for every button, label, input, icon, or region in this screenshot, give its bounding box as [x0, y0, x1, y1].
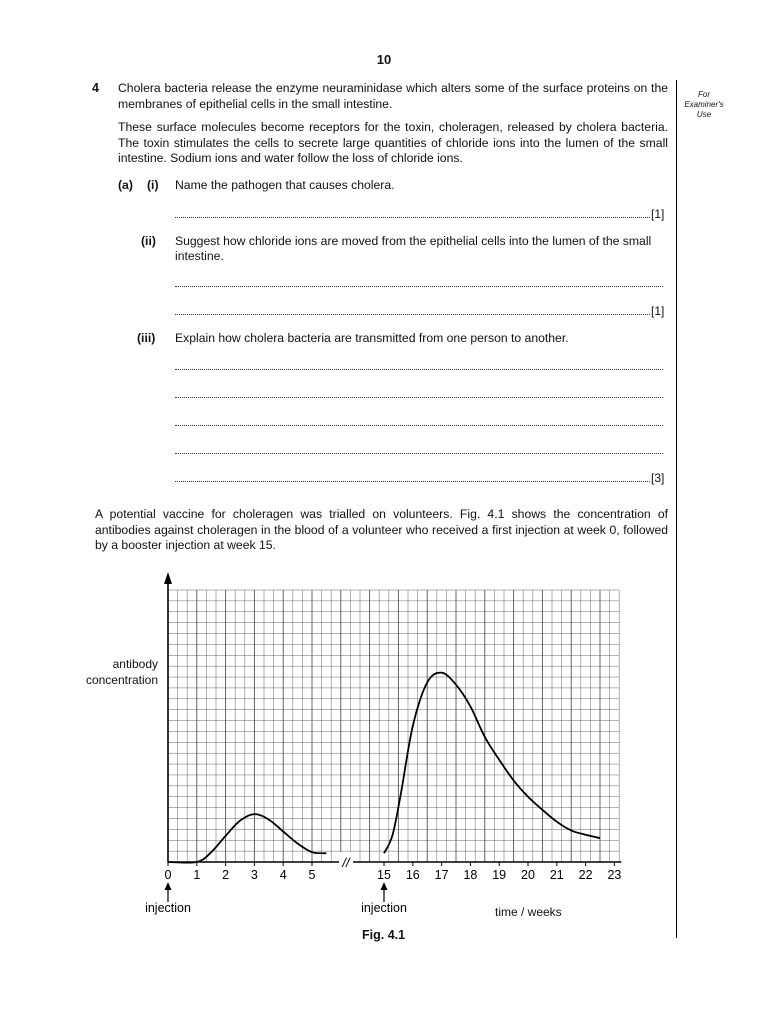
x-tick-label: 16: [405, 868, 420, 882]
answer-line-a-iii-4[interactable]: [175, 453, 663, 454]
chart-curve: [168, 673, 600, 863]
examiner-margin-line-top: [676, 80, 677, 495]
x-tick-label: 17: [434, 868, 449, 882]
answer-line-a-iii-5[interactable]: [175, 481, 650, 482]
y-axis-arrowhead: [164, 572, 172, 584]
chart-grid: [168, 590, 619, 862]
x-tick-label: 18: [463, 868, 478, 882]
x-tick-label: 22: [578, 868, 593, 882]
part-a-label: (a): [118, 178, 133, 192]
part-a-ii-question: Suggest how chloride ions are moved from the epithelial cells into the lumen of the small intestine.: [175, 234, 652, 263]
answer-line-a-iii-2[interactable]: [175, 397, 663, 398]
x-tick-label: 1: [193, 868, 201, 882]
injection-arrowhead: [381, 882, 388, 890]
intro-paragraph-1: Cholera bacteria release the enzyme neuraminidase which alters some of the surface proteins on the membranes of epithelial cells in the small intestine.: [118, 81, 668, 111]
x-tick-label: 5: [308, 868, 316, 882]
page-number: 10: [376, 52, 392, 67]
answer-line-a-iii-1[interactable]: [175, 369, 663, 370]
x-tick-label: 2: [222, 868, 230, 882]
examiner-use-label: For Examiner's Use: [684, 90, 724, 119]
part-a-iii-label: (iii): [137, 331, 156, 345]
x-tick-label: 4: [279, 868, 287, 882]
answer-line-a-i[interactable]: [175, 217, 650, 218]
question-number: 4: [92, 81, 99, 95]
injection-arrowhead: [165, 882, 172, 890]
vaccine-paragraph: A potential vaccine for choleragen was trialled on volunteers. Fig. 4.1 shows the concentration of antibodies against choleragen in the blood of a volunteer who received a first injection at week 0, followed by a booster injection at week 15.: [95, 507, 668, 552]
answer-line-a-ii-1[interactable]: [175, 286, 663, 287]
chart-ticks: [165, 862, 622, 882]
marks-a-ii: [1]: [651, 304, 665, 318]
part-a-ii-label: (ii): [141, 234, 156, 248]
y-axis-label: antibody concentration: [85, 657, 158, 687]
part-a-i-label: (i): [147, 178, 159, 192]
answer-line-a-ii-2[interactable]: [175, 314, 650, 315]
axis-break-symbol: //: [342, 855, 350, 870]
answer-line-a-iii-3[interactable]: [175, 425, 663, 426]
chart-annotations: [145, 882, 407, 915]
marks-a-iii: [3]: [651, 471, 665, 485]
antibody-curve-primary: [168, 814, 326, 863]
x-axis-label: time / weeks: [495, 905, 562, 919]
x-tick-label: 0: [164, 868, 172, 882]
x-tick-label: 21: [549, 868, 564, 882]
x-tick-label: 15: [377, 868, 391, 882]
x-tick-label: 3: [250, 868, 258, 882]
intro-paragraph-2: These surface molecules become receptors for the toxin, choleragen, released by cholera bacteria. The toxin stimulates the cells to secrete large quantities of chloride ions into the lumen of the small intestine. Sodium ions and water follow the loss of chloride ions.: [118, 120, 668, 165]
part-a-iii-question: Explain how cholera bacteria are transmitted from one person to another.: [175, 331, 569, 345]
marks-a-i: [1]: [651, 207, 665, 221]
antibody-chart: [0, 560, 676, 960]
figure-caption: Fig. 4.1: [362, 928, 406, 942]
examiner-margin-line-bottom: [676, 495, 677, 938]
x-tick-label: 19: [492, 868, 507, 882]
x-tick-label: 20: [521, 868, 535, 882]
x-tick-label: 23: [607, 868, 622, 882]
antibody-curve-booster: [384, 673, 600, 854]
part-a-i-question: Name the pathogen that causes cholera.: [175, 178, 395, 192]
injection-label: injection: [361, 901, 407, 915]
injection-label: injection: [145, 901, 191, 915]
